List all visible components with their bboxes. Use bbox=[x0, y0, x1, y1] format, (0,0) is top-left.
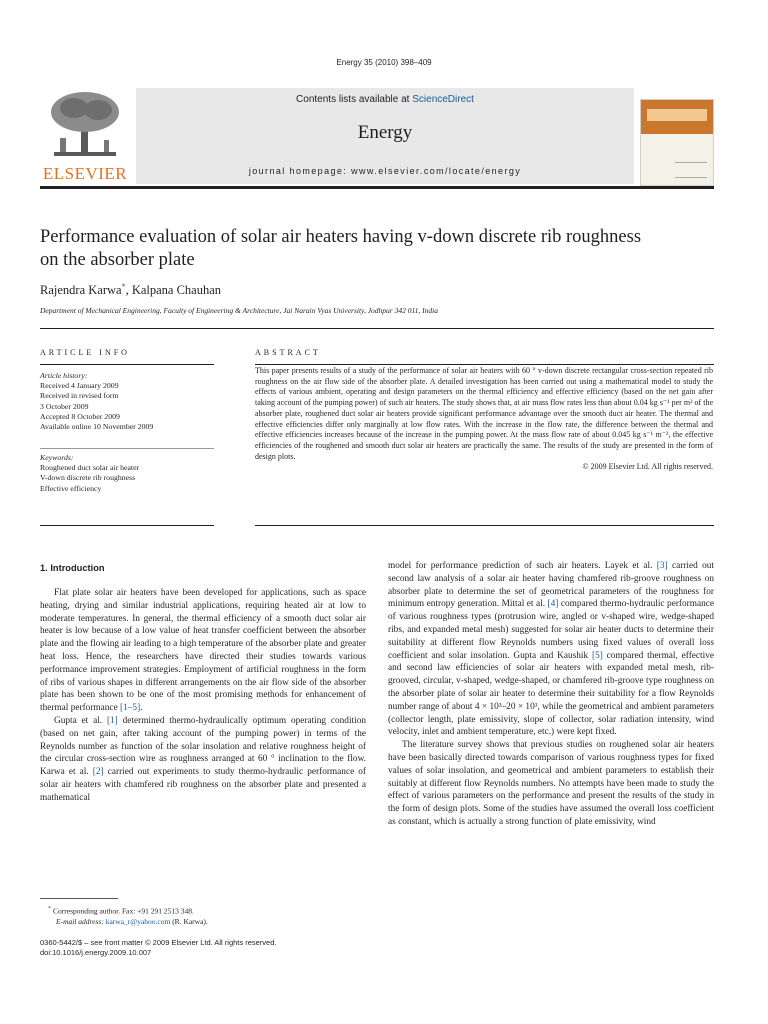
keywords-rule bbox=[40, 448, 214, 449]
article-info-rule bbox=[40, 364, 214, 365]
history-label: Article history: bbox=[40, 371, 88, 380]
citation-link[interactable]: [1–5] bbox=[120, 703, 141, 714]
abstract-copyright: © 2009 Elsevier Ltd. All rights reserved. bbox=[582, 462, 713, 472]
abstract-body bbox=[255, 366, 713, 473]
section-heading-introduction: 1. Introduction bbox=[40, 563, 105, 573]
article-info-bottom-rule bbox=[40, 525, 214, 526]
footnote-mark: * bbox=[48, 905, 52, 912]
journal-cover-thumbnail bbox=[640, 99, 714, 186]
paragraph-text: Flat plate solar air heaters have been developed for applications, such as space heating, drying and similar industrial applications, requiring heated air at low to moderate temperatures. In general, the thermal efficiency of a smooth duct solar air heater is low because of a low value of heat transfer coefficient between the absorber plate and the flowing air leading to a high temperature of the absorber plate and greater heat loss. Hence, the researchers have directed their studies towards various performance improvement strategies. Employment of artificial roughness in the form of ribs of various shapes in different arrangements on the air flow side of the absorber plate has been shown to be one of the most promising methods for enhancement of thermal performance bbox=[40, 588, 366, 714]
history-item: Received 4 January 2009 bbox=[40, 381, 119, 391]
keyword-item: V-down discrete rib roughness bbox=[40, 473, 136, 483]
keyword-item: Roughened duct solar air heater bbox=[40, 463, 140, 473]
footnote bbox=[48, 904, 368, 927]
contents-line bbox=[136, 94, 634, 105]
citation-link[interactable]: [2] bbox=[92, 767, 104, 778]
elsevier-logo bbox=[40, 88, 130, 184]
article-info-heading: ARTICLE INFO bbox=[40, 348, 130, 357]
body-column-right bbox=[388, 560, 714, 829]
paragraph-text: carried out second law analysis of a solar air heater having chamfered rib-groove roughness on absorber plate to determine the set of geometrical parameters of the roughness for minimum entropy generation. Mittal et al. bbox=[388, 561, 715, 610]
keywords-label: Keywords: bbox=[40, 453, 74, 462]
cover-lines bbox=[675, 162, 707, 178]
paragraph-text: carried out experiments to study thermo-hydraulic performance of solar air heaters with chamfered rib roughness on the absorber plate and presented a mathematical bbox=[40, 767, 367, 803]
paragraph-text: Gupta et al. bbox=[54, 715, 103, 726]
affiliation: Department of Mechanical Engineering, Faculty of Engineering & Architecture, Jai Narain Vyas University, Jodhpur 342 011, India bbox=[40, 306, 438, 315]
doi-line[interactable]: doi:10.1016/j.energy.2009.10.007 bbox=[40, 948, 152, 957]
journal-header bbox=[136, 88, 634, 184]
footnote-text: Corresponding author. Fax: +91 291 2513 348. bbox=[53, 906, 194, 916]
paragraph-text: compared thermo-hydraulic performance of various roughness types (protrusion wire, angled or v-shaped wire, wedge-shaped ribs, and expanded metal mesh) suggested for solar air heater ducts to determine their suitability at different flow Reynolds numbers using fixed values of overall loss coefficient and solar insolation. Gupta and Kaushik bbox=[388, 599, 715, 661]
history-item: Accepted 8 October 2009 bbox=[40, 411, 120, 421]
abstract-text: This paper presents results of a study of the performance of solar air heaters with 60 ° v-down discrete rectangular cross-section repeated rib roughness on the air flow side of the absorber plate. A detailed investigation has been carried out using a mathematical model to study the effects of various ambient, operating and design parameters on the thermal efficiency and effective efficiency (based on the net gain after taking account of the pumping power) of such air heaters. The study shows that, at air mass flow rates less than about 0.04 kg s⁻¹ per m² of the absorber plate, roughened duct solar air heaters provide significant performance advantage over the smooth duct air heater. The thermal and effective efficiencies differ only marginally at low flow rates. With the increase in the flow rate, the difference between the thermal and effective efficiencies increases because of the increase in the pumping power. At the mass flow rate of about 0.045 kg s⁻¹ m⁻², the effective efficiencies of the roughened and smooth duct solar air heaters are practically the same. The results of the study are presented in the form of design plots. bbox=[255, 366, 713, 461]
citation-link[interactable]: [4] bbox=[547, 599, 559, 610]
abstract-bottom-rule bbox=[255, 525, 714, 526]
cover-title-block bbox=[647, 109, 707, 121]
body-paragraph bbox=[388, 739, 714, 829]
keywords bbox=[40, 453, 214, 494]
issn-line: 0360-5442/$ – see front matter © 2009 Elsevier Ltd. All rights reserved. bbox=[40, 938, 277, 947]
contents-prefix: Contents lists available at bbox=[296, 94, 410, 105]
citation-link[interactable]: [5] bbox=[591, 650, 603, 661]
paragraph-text: The literature survey shows that previous studies on roughened solar air heaters have been basically directed towards comparison of various roughness types for fixed values of solar insolation, and geometrical and ambient parameters to establish their suitably at different flow Reynolds numbers. No attempts have been made to study the effect of various parameters on the performance and present the results of the study in the form of design plots. Some of the studies have assumed the overall loss coefficient as constant, which is actually a strong function of plate emissivity, wind bbox=[388, 740, 714, 827]
history-item: Received in revised form bbox=[40, 391, 119, 401]
citation-link[interactable]: [3] bbox=[656, 561, 668, 571]
keyword-item: Effective efficiency bbox=[40, 483, 102, 493]
body-paragraph bbox=[388, 560, 714, 739]
journal-name: Energy bbox=[357, 122, 413, 143]
sciencedirect-link[interactable]: ScienceDirect bbox=[412, 94, 474, 105]
body-paragraph: Flat plate solar air heaters have been developed for applications, such as space heating, drying and similar industrial applications, requiring heated air at low to moderate temperatures. In general, the thermal efficiency of a smooth duct solar air heater is low because of a low value of heat transfer coefficient between the absorber plate and the flowing air leading to a high temperature of the absorber plate and greater heat loss. Hence, the researchers have directed their studies towards various performance improvement strategies. Employment of artificial roughness in the form of ribs of various shapes in different arrangements on the air flow side of the absorber plate has been shown to be one of the most promising methods for enhancement of thermal performance [1–5]. bbox=[40, 588, 366, 714]
footnote-line bbox=[48, 904, 368, 917]
tree-icon bbox=[46, 88, 124, 160]
email-link[interactable]: karwa_r@yahoo.com bbox=[105, 916, 171, 926]
footnote-rule bbox=[40, 898, 118, 899]
history-item: 3 October 2009 bbox=[40, 401, 89, 411]
abstract-heading: ABSTRACT bbox=[255, 348, 321, 357]
author-list bbox=[40, 282, 221, 298]
email-suffix: (R. Karwa). bbox=[172, 916, 208, 926]
history-item: Available online 10 November 2009 bbox=[40, 422, 154, 432]
paragraph-text: model for performance prediction of such air heaters. Layek et al. bbox=[388, 561, 653, 571]
front-matter bbox=[40, 938, 440, 958]
corresponding-author-mark[interactable]: * bbox=[121, 282, 126, 291]
title-rule bbox=[40, 328, 714, 329]
email-label: E-mail address: bbox=[56, 916, 104, 926]
journal-homepage[interactable]: journal homepage: www.elsevier.com/locate/energy bbox=[248, 166, 522, 176]
paragraph-text: determined thermo-hydraulically optimum operating condition (based on net gain, after taking account of the pumping power) in terms of the Reynolds number as function of the solar insolation and relative roughness height of the circular cross-section wire as roughness arranged at 60 ° inclination to the flow. Karwa et al. bbox=[40, 715, 366, 778]
article-history bbox=[40, 371, 214, 432]
body-paragraph bbox=[40, 715, 366, 805]
body-column-left bbox=[40, 587, 366, 805]
journal-citation: Energy 35 (2010) 398–409 bbox=[336, 58, 432, 67]
citation-link[interactable]: [1] bbox=[106, 715, 118, 726]
author-name: Rajendra Karwa bbox=[40, 283, 122, 298]
paragraph-text: compared thermal, effective and second law efficiencies of solar air heaters with expanded metal mesh, rib-grooved, circular, v-shaped, wedge-shaped, or chamfered rib-groove type roughness on the absorber plate of solar air heater to determine their suitability for a flow Reynolds number range of about 4 × 10³–20 × 10³, while the geometrical and ambient parameters (collector length, plate emissivity, slope of collector, solar radiation intensity, wind velocity, inlet and ambient temperature, etc.) were kept fixed. bbox=[388, 650, 715, 738]
author-name: , Kalpana Chauhan bbox=[125, 283, 222, 298]
footnote-email-line bbox=[48, 917, 368, 927]
abstract-rule bbox=[255, 364, 714, 365]
elsevier-wordmark: ELSEVIER bbox=[42, 164, 128, 183]
paper-title: Performance evaluation of solar air heaters having v-down discrete rib roughness on the absorber plate bbox=[40, 227, 642, 270]
header-rule bbox=[40, 186, 714, 189]
